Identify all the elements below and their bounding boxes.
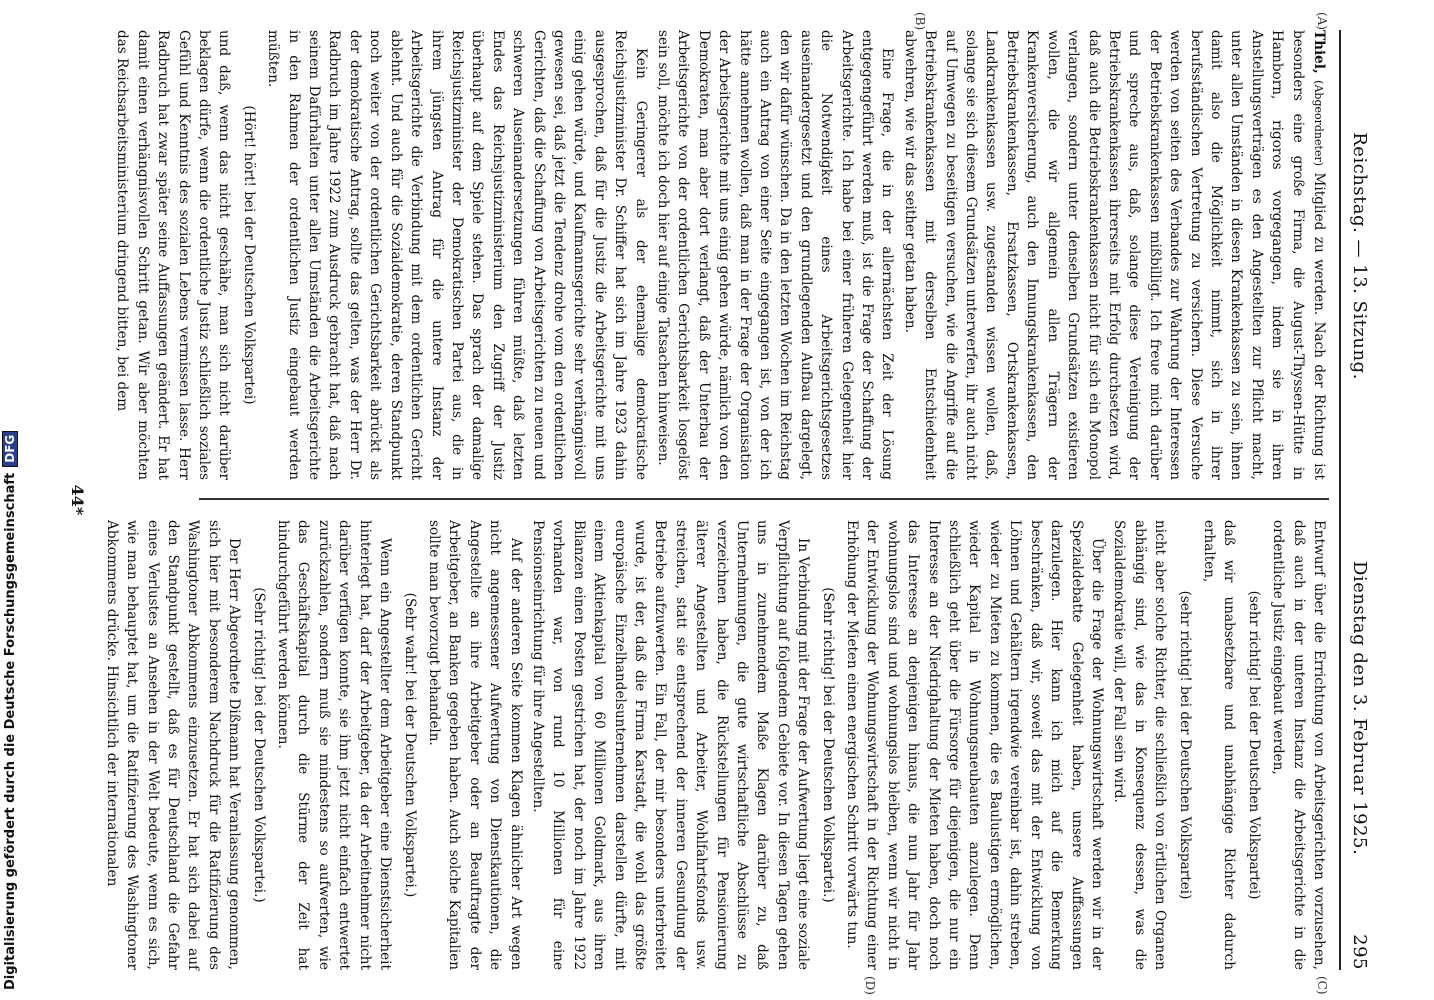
paragraph: daß wir unabsetzbare und unabhängige Richter dadurch erhalten, — [1200, 520, 1238, 970]
document-page — [37, 10, 1377, 995]
margin-letter-d: (D) — [863, 976, 877, 995]
speaker-line — [899, 30, 1329, 480]
paragraph: Auf der anderen Seite kommen Klagen ähnlicher Art wegen nicht angemessener Aufwertung von Dienstkautionen, die Angestellte an ihre Arbeitgeber oder an Beauftragte der Arbeitgeber, an Banken gegeben haben. Auch solche Kapitalien sollte man bevorzugt behandeln. — [425, 520, 524, 970]
column-divider — [199, 498, 1329, 500]
interjection: (Sehr richtig! bei der Deutschen Volkspartei.) — [250, 587, 267, 903]
paragraph: Kein Geringerer als der ehemalige demokratische Reichsjustizminister Dr. Schiffer hat sich im Jahre 1923 dahin ausgesprochen, daß für die Justiz die Arbeitsgerichte mit uns einig gehen würde, und Kaufmannsgerichte sehr verhängnisvoll gewesen sei, daß jetzt die Tendenz drohe vom den ordentlichen Gerichten, daß die Schaffung von Arbeitsgerichten zu neuen und schweren Auseinandersetzungen führen müßte, daß letzten Endes das Reichsjustizministerium den Zugriff der Justiz überhaupt auf dem Spiele stehen. Das sprach der damalige Reichsjustizminister der Demokratischen Partei aus, die in ihrem jüngsten Antrag für die untere Instanz der Arbeitsgerichte die Verbindung mit dem ordentlichen Gericht ablehnt. Und auch für die Sozialdemokratie, deren Standpunkt noch weiter von der ordentlichen Gerichtsbarkeit abrückt als der demokratische Antrag, sollte das gelten, was der Herr Dr. Radbruch im Jahre 1922 zum Ausdruck gebracht hat, daß nach seinem Dafürhalten unter allen Umständen die Arbeitsgerichte in den Rahmen der ordentlichen Justiz eingebaut werden müßten. — [265, 30, 649, 480]
paragraph: Mitglied zu werden. Nach der Richtung ist besonders eine große Firma, die August-Thyssen-Hütte in Hamborn, rigoros vorgegangen, indem sie in ihren Anstellungsverträgen es den Angestellten zur Pflicht macht, unter allen Umständen in diesen Krankenkassen zu sein, ihnen damit also die Möglichkeit nimmt, sich in ihrer berufsständischen Vertretung zu versichern. Diese Versuche werden von seiten des Verbandes zur Wahrung der Interessen der Betriebskrankenkassen mißbilligt. Ich freue mich darüber und spreche aus, daß, solange diese Vereinigung der Betriebskrankenkassen ihrerseits mit Erfolg durchsetzen wird, daß auch die Betriebskrankenkassen nicht für sich ein Monopol verlangen, sondern unter denselben Grundsätzen existieren wollen, die wir allgemein allen Trägern der Krankenversicherung, auch den Innungskrankenkassen, den Betriebskrankenkassen, Ersatzkassen, Ortskrankenkassen, Landkrankenkassen usw. zugestanden wissen wollen, daß, solange sie sich diesem Grundsätzen unterwerfen, ihr auch nicht auf Umwegen zu beseitigen versuchen, wie die Angriffe auf die Betriebskrankenkassen mit derselben Entschiedenheit abwehren, wie wir das seither getan haben. — [901, 30, 1327, 480]
running-head — [1343, 30, 1377, 970]
paragraph: Wenn ein Angestellter dem Arbeitgeber eine Dienstsicherheit hinterlegt hat, darf der Arbeitgeber, da der Arbeitnehmer nicht darüber verfügen konnte, sie ihm jetzt nicht einfach entwertet zurückzahlen, sondern muß sie mindestens so aufwerten, wie das Geschäftskapital durch die Stürme der Zeit hat hindurchgeführt werden können. — [275, 520, 394, 970]
page-number: 295 — [1349, 934, 1371, 971]
sheet-signature: 44* — [68, 484, 87, 516]
speaker-role: (Abgeordneter) — [1312, 80, 1325, 167]
paragraph: In Verbindung mit der Frage der Aufwertung liegt eine soziale Verpflichtung auf folgendem Gebiete vor. In diesen Tagen gehen uns in zunehmendem Maße Klagen darüber zu, daß Unternehmungen, die gute wirtschaftliche Abschlüsse zu verzeichnen haben, die Rückstellungen für Pensionierung älterer Angestellten und Arbeiter, Wohlfahrtsfonds usw. streichen, statt sie entsprechend der inneren Gesundung der Betriebe aufzuwerten. Ein Fall, der mir besonders unterbreitet wurde, ist der, daß die Firma Karstadt, die wohl das größte europäische Einzelhandelsunternehmen darstellen dürfte, mit einem Aktienkapital von 60 Millionen Goldmark, aus ihren Bilanzen einen Posten gestrichen hat, der noch im Jahre 1922 vorhanden war, von rund 10 Millionen für eine Pensionseinrichtung für ihre Angestellten. — [529, 520, 812, 970]
header-rule — [1339, 30, 1341, 970]
interjection: (sehr richtig! bei der Deutschen Volkspartei) — [1176, 590, 1193, 900]
paragraph: Über die Frage der Wohnungswirtschaft werden wir in der Spezialdebatte Gelegenheit haben, unsere Auffassungen darzulegen. Hier kann ich mich auf die Bemerkung beschränken, daß wir, soweit das mit der Entwicklung von Löhnen und Gehältern irgendwie vereinbar ist, dahin streben, wieder zu Mieten zu kommen, die es Baulustigen ermöglichen, wieder Kapital in Wohnungsneubauten anzulegen. Denn schließlich geht über die Fürsorge für diejenigen, die nur ein Interesse an der Niedrighaltung der Mieten haben, doch noch das Interesse an denjenigen hinaus, die nun Jahr für Jahr wohnungslos sind und wohnungslos bleiben, wenn wir nicht in der Entwicklung der Wohnungswirtschaft in der Richtung einer Erhöhung der Mieten einen energischen Schritt vorwärts tun. — [844, 520, 1105, 970]
running-head-right: Dienstag den 3. Februar 1925. — [1349, 561, 1371, 856]
running-head-left: Reichstag. — 13. Sitzung. — [1349, 132, 1371, 380]
left-column — [114, 30, 1329, 480]
margin-letter-b: (B) — [913, 12, 927, 31]
digitization-credit — [0, 10, 20, 990]
paragraph: Der Herr Abgeordnete Dißmann hat Veranlassung genommen, sich hier mit besonderem Nachdruck für die Ratifizierung des Washingtoner Abkommens einzusetzen. Er hat sich dabei auf den Standpunkt gestellt, daß es für Deutschland die Gefahr eines Verlustes an Ansehen in der Welt bedeute, wenn es sich, wie man behauptet hat, um die Ratifizierung des Washingtoner Abkommens drücke. Hinsichtlich der internationalen — [103, 520, 243, 970]
interjection: (Hört! hört! bei der Deutschen Volkspartei) — [240, 105, 257, 405]
margin-letter-c: (C) — [1315, 976, 1329, 995]
interjection: (Sehr wahr! bei der Deutschen Volkspartei.) — [401, 592, 418, 898]
paragraph: und daß, wenn das nicht geschähe, man sich nicht darüber beklagen dürfe, wenn die ordentliche Justiz schließlich soziales Gefühl und Kenntnis des sozialen Lebens vermissen lasse. Herr Radbruch hat zwar später seine Auffassungen geändert. Er hat damit einen verhängnisvollen Schritt getan. Wir aber möchten das Reichsarbeitsministerium dringend bitten, bei dem — [114, 30, 233, 480]
speaker-name: Thiel, — [1311, 30, 1327, 74]
paragraph: nicht aber solche Richter, die schließlich von örtlichen Organen abhängig sind, wie das in Konsequenz dessen, was die Sozialdemokratie will, der Fall sein wird. — [1111, 520, 1169, 970]
dfg-logo: DFG — [2, 431, 18, 467]
credit-text: Digitalisierung gefördert durch die Deutsche Forschungsgemeinschaft — [2, 472, 18, 990]
paragraph: Eine Frage, die in der allernächsten Zeit der Lösung entgegengeführt werden muß, ist die Frage der Schaffung der Arbeitsgerichte. Ich habe bei einer früheren Gelegenheit hier die Notwendigkeit eines Arbeitsgerichtsgesetzes auseinandergesetzt und den grundlegenden Aufbau dargelegt, den wir dafür wünschen. Da in den letzten Wochen im Reichstag auch ein Antrag von einer Seite eingegangen ist, von der ich hätte annehmen wollen, daß man in der Frage der Organisation der Arbeitsgerichte mit uns einig gehen würde, nämlich von den Demokraten, man aber dort verlangt, daß der Unterbau der Arbeitsgerichte von der ordentlichen Gerichtsbarkeit losgelöst sein soll, möchte ich doch hier auf einige Tatsachen hinweisen. — [655, 30, 896, 480]
right-column — [103, 520, 1329, 970]
interjection: (sehr richtig! bei der Deutschen Volkspartei) — [1245, 590, 1262, 900]
paragraph: Entwurf über die Errichtung von Arbeitsgerichten vorzusehen, daß auch in der unteren Instanz die Arbeitsgerichte in die ordentliche Justiz eingebaut werden, — [1270, 520, 1327, 970]
interjection: (Sehr richtig! bei der Deutschen Volkspartei.) — [819, 587, 836, 903]
margin-letter-a: (A) — [1315, 12, 1329, 31]
